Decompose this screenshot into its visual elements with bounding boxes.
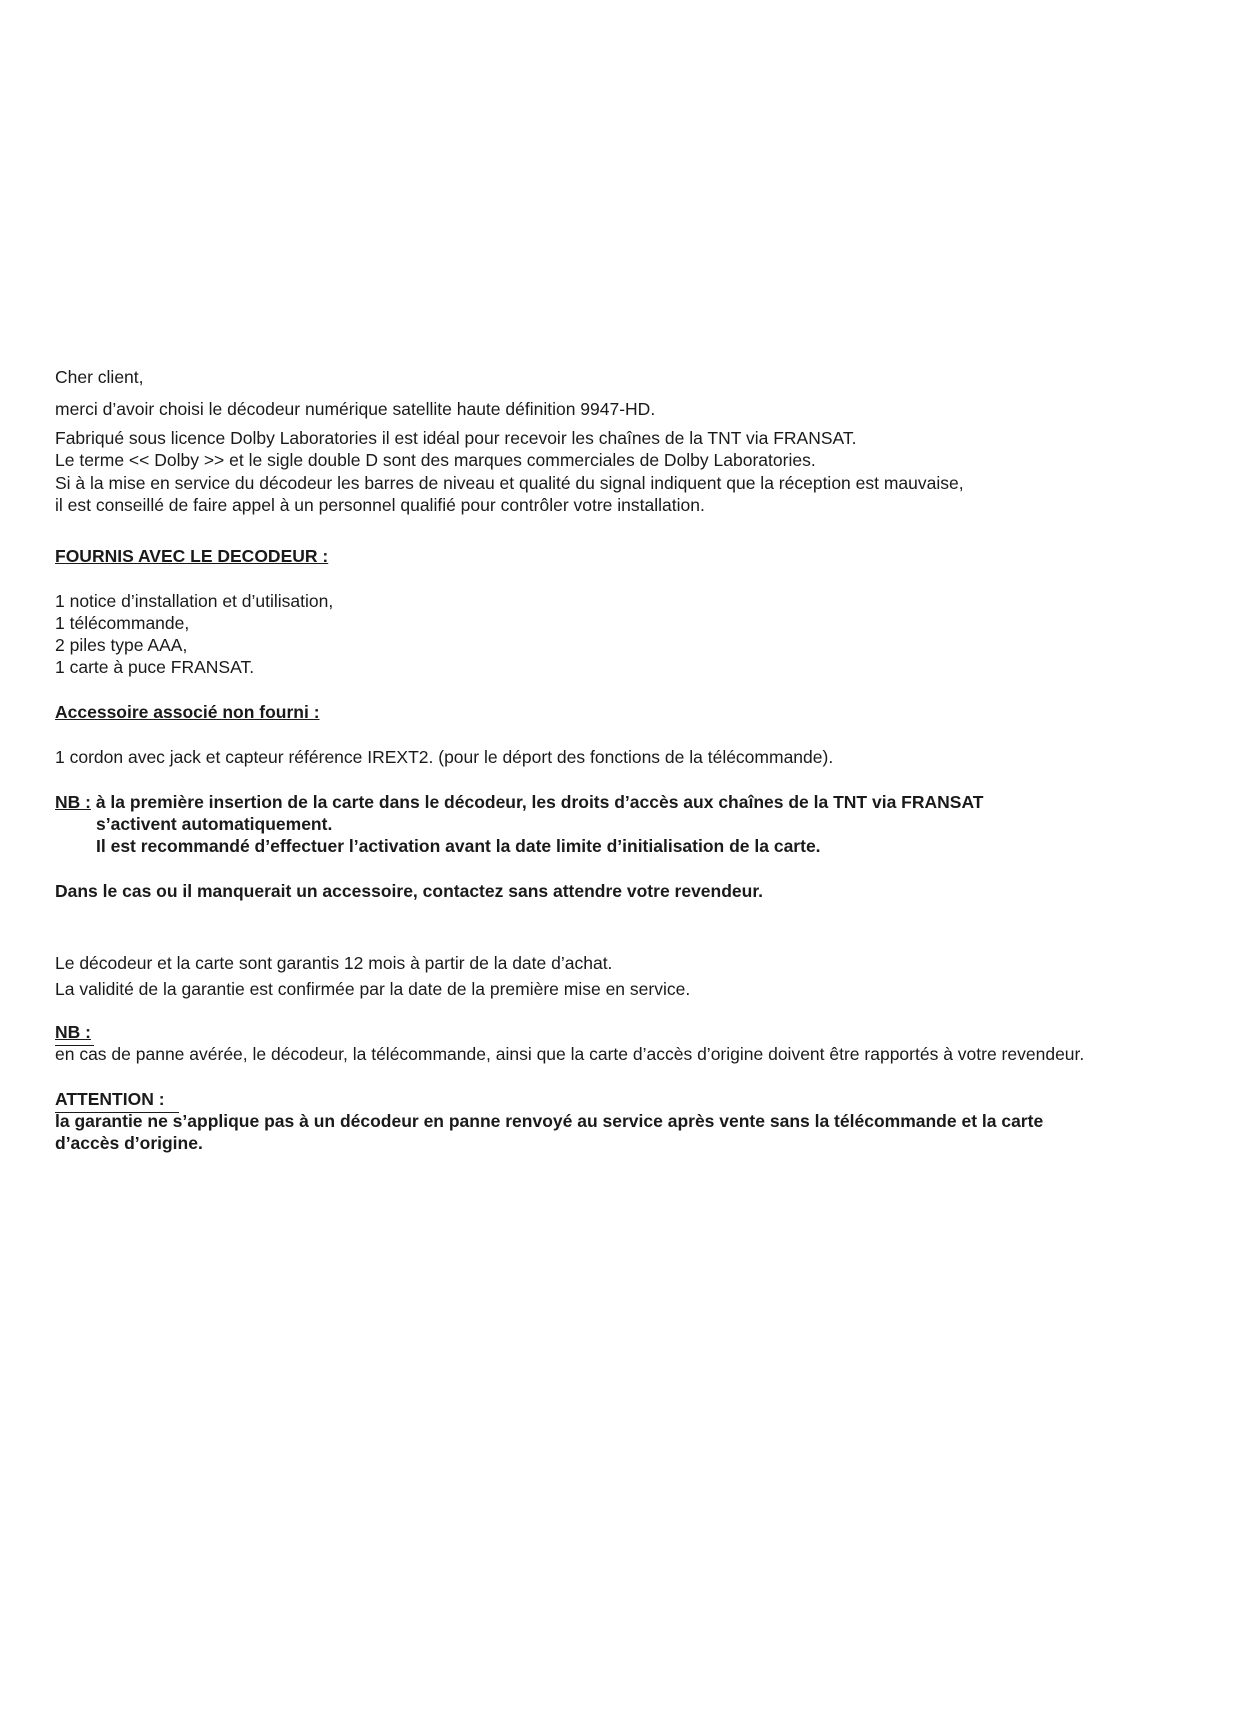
attention-line-1: la garantie ne s’applique pas à un décodeur en panne renvoyé au service après vente sans la télécommande et la carte	[55, 1111, 1044, 1131]
intro-line-2: Le terme << Dolby >> et le sigle double D sont des marques commerciales de Dolby Laboratories.	[55, 450, 816, 470]
intro-line-4: il est conseillé de faire appel à un personnel qualifié pour contrôler votre installation.	[55, 495, 705, 515]
supplied-item: 1 carte à puce FRANSAT.	[55, 657, 255, 677]
accessory-heading: Accessoire associé non fourni :	[55, 702, 320, 722]
warranty-line-1: Le décodeur et la carte sont garantis 12 mois à partir de la date d’achat.	[55, 953, 613, 973]
supplied-heading: FOURNIS AVEC LE DECODEUR :	[55, 546, 329, 566]
nb-card-line-3: Il est recommandé d’effectuer l’activation avant la date limite d’initialisation de la carte.	[96, 836, 821, 856]
supplied-item: 1 télécommande,	[55, 613, 190, 633]
accessory-text: 1 cordon avec jack et capteur référence IREXT2. (pour le déport des fonctions de la télécommande).	[55, 747, 834, 767]
nb-card-line-2: s’activent automatiquement.	[96, 814, 333, 834]
nb-card-text: à la première insertion de la carte dans le décodeur, les droits d’accès aux chaînes de la TNT via FRANSAT	[90, 792, 984, 812]
missing-accessory-notice: Dans le cas ou il manquerait un accessoire, contactez sans attendre votre revendeur.	[55, 881, 764, 901]
nb-card-label: NB :	[55, 792, 91, 812]
intro-line-3: Si à la mise en service du décodeur les barres de niveau et qualité du signal indiquent que la réception est mauvaise,	[55, 473, 964, 493]
supplied-item: 1 notice d’installation et d’utilisation,	[55, 591, 334, 611]
nb-breakdown-text: en cas de panne avérée, le décodeur, la télécommande, ainsi que la carte d’accès d’origine doivent être rapportés à votre revendeur.	[55, 1044, 1085, 1064]
warranty-line-2: La validité de la garantie est confirmée par la date de la première mise en service.	[55, 979, 691, 999]
nb-card-line-1	[55, 791, 983, 813]
attention-line-2: d’accès d’origine.	[55, 1133, 203, 1153]
nb-breakdown-label: NB :	[55, 1022, 91, 1042]
intro-thanks: merci d’avoir choisi le décodeur numérique satellite haute définition 9947-HD.	[55, 399, 656, 419]
supplied-item: 2 piles type AAA,	[55, 635, 188, 655]
attention-label: ATTENTION :	[55, 1089, 165, 1109]
intro-line-1: Fabriqué sous licence Dolby Laboratories il est idéal pour recevoir les chaînes de la TNT via FRANSAT.	[55, 428, 857, 448]
greeting: Cher client,	[55, 367, 144, 387]
